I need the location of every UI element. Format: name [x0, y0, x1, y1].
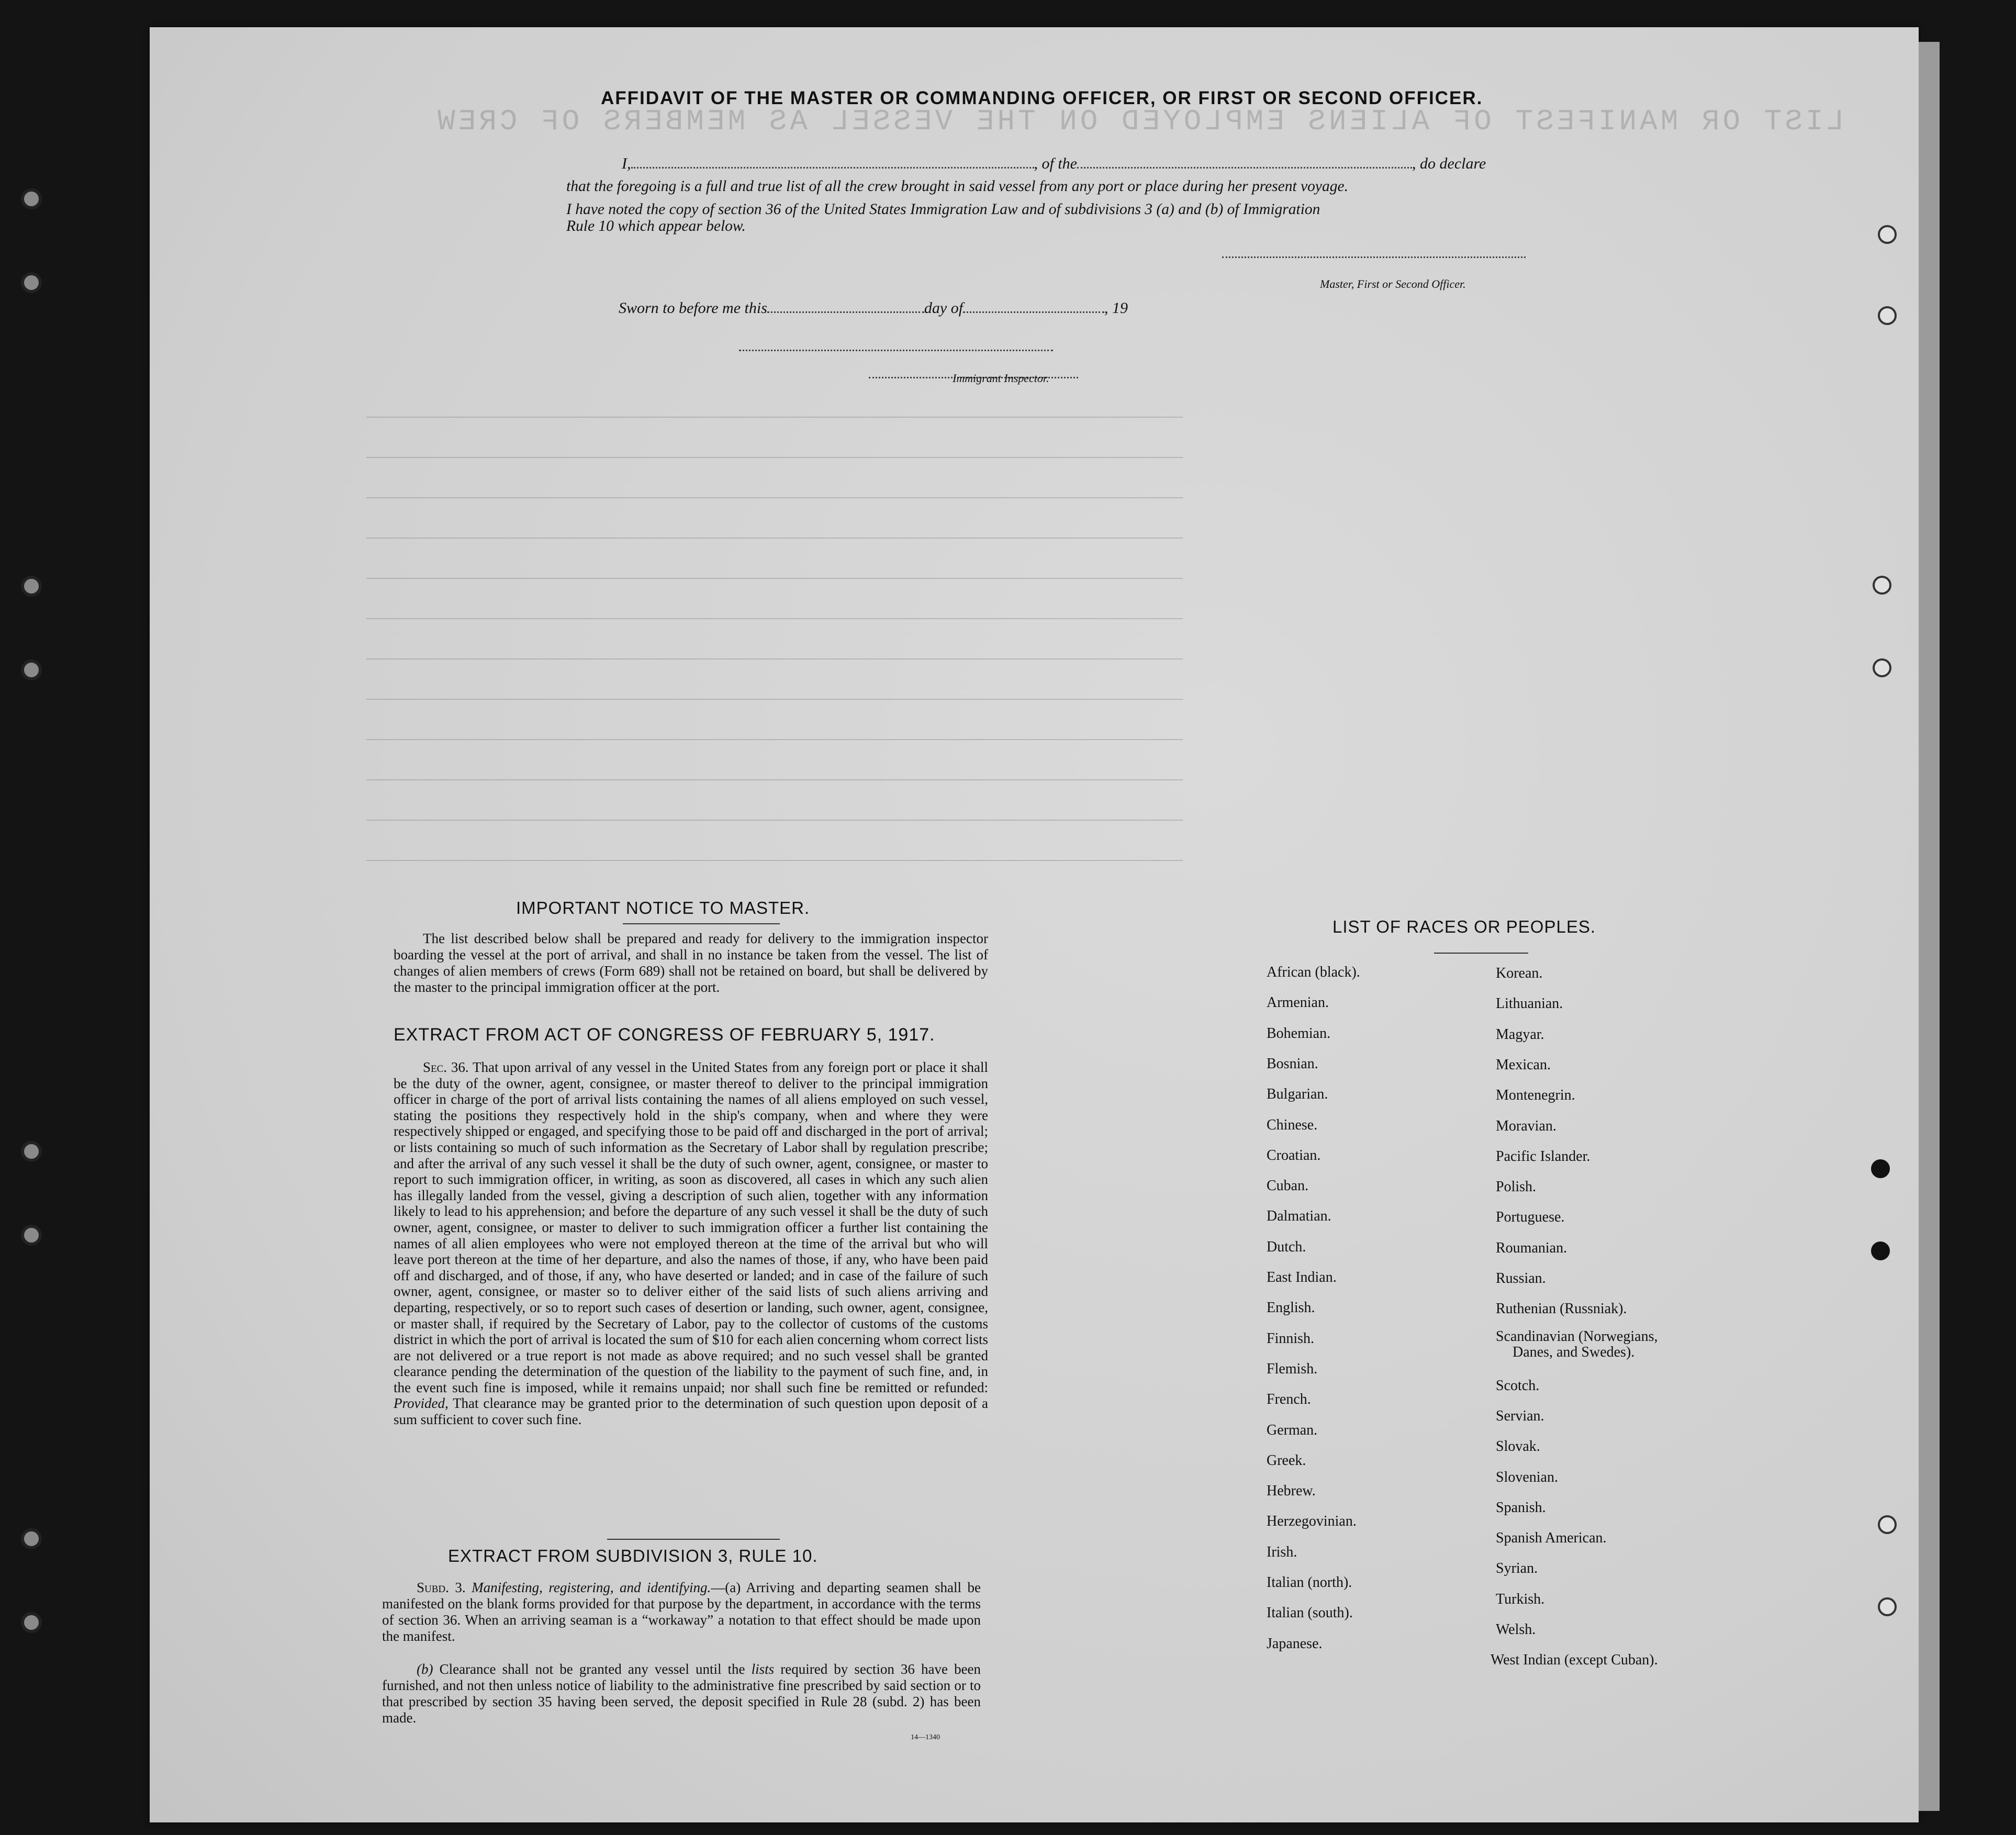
race-item: Mexican. [1496, 1056, 1551, 1073]
page-edge-shadow [1919, 42, 1940, 1811]
rule-para-b-1: Clearance shall not be granted any vessel until the [439, 1661, 745, 1677]
master-signature-field[interactable] [1222, 256, 1526, 258]
affidavit-do-declare: , do declare [1412, 155, 1486, 172]
act-text [394, 1059, 988, 1428]
race-item: Dutch. [1267, 1238, 1306, 1255]
race-item: Chinese. [1267, 1116, 1318, 1133]
race-item: Danes, and Swedes). [1513, 1344, 1635, 1360]
punch-hole [1873, 576, 1891, 595]
rule-title: EXTRACT FROM SUBDIVISION 3, RULE 10. [448, 1546, 818, 1565]
race-item: Bosnian. [1267, 1055, 1318, 1072]
binder-hole [21, 1225, 42, 1246]
punch-hole [1871, 1159, 1890, 1178]
binder-hole [21, 188, 42, 209]
race-item: Ruthenian (Russniak). [1496, 1301, 1627, 1317]
race-item: Croatian. [1267, 1147, 1321, 1163]
race-item: Japanese. [1267, 1635, 1323, 1652]
notice-text: The list described below shall be prepared and ready for delivery to the immigration inspector boarding the vessel at the port of arrival, and shall in no instance be taken from the vessel. The list of changes of alien members of crews (Form 689) shall not be retained on board, but shall be delivered by the master to the principal immigration officer at the port. [394, 931, 988, 995]
race-item: Lithuanian. [1496, 995, 1563, 1012]
punch-hole [1878, 1597, 1897, 1616]
race-item: Spanish. [1496, 1499, 1546, 1516]
race-item: Syrian. [1496, 1560, 1538, 1577]
race-item: Turkish. [1496, 1591, 1545, 1607]
affidavit-line-4: Rule 10 which appear below. [566, 218, 746, 234]
race-item: English. [1267, 1300, 1315, 1316]
rule-para-b-2: required by section 36 have been furnished, and not then unless notice of liability to the administrative fine prescribed by said section or to that prescribed by section 35 having been served, the deposit specified in Rule 28 (subd. 2) has been made. [382, 1661, 981, 1726]
race-item: Spanish American. [1496, 1530, 1607, 1547]
affidavit-i: I, [622, 155, 631, 172]
binder-hole [21, 1528, 42, 1549]
race-item: Italian (north). [1267, 1574, 1352, 1591]
act-body: That upon arrival of any vessel in the United States from any foreign port or place it shall be the duty of the owner, agent, consignee, or master thereof to deliver to the principal immigration officer in charge of the port of arrival lists containing the names of all aliens employed on such vessel, stating the positions they respectively hold in the ship's company, when and where they were respectively shipped or engaged, and specifying those to be paid off and discharged in the port of arrival; or lists containing so much of such information as the Secretary of Labor shall by regulation prescribe; and after the arrival of any such vessel it shall be the duty of such owner, agent, consignee, or master to report to such immigration officer, in writing, as soon as discovered, all cases in which any such alien has illegally landed from the vessel, giving a description of such alien, together with any information likely to lead to his apprehension; and before the departure of any such vessel it shall be the duty of such owner, agent, consignee, or master to deliver to such immigration officer a further list containing the names of all alien employees who were not employed thereon at the time of the arrival but who will leave port thereon at the time of her departure, and also the names of those, if any, who have been paid off and discharged, and of those, if any, who have deserted or landed; and in case of the failure of such owner, agent, consignee, or master so to deliver either of the said lists of such aliens arriving and departing, respectively, or so to report such cases of desertion or landing, such owner, agent, consignee, or master shall, if required by the Secretary of Labor, pay to the collector of customs of the customs district in which the port of arrival is located the sum of $10 for each alien concerning whom correct lists are not delivered or a true report is not made as above required; and no such vessel shall be granted clearance pending the determination of the question of the liability to the payment of such fine, and, in the event such fine is imposed, while it remains unpaid; nor shall such fine be remitted or refunded: [394, 1059, 988, 1395]
punch-hole [1878, 225, 1897, 244]
act-rule [607, 1539, 780, 1540]
act-provided: Provided, [394, 1395, 449, 1412]
race-item: Roumanian. [1496, 1239, 1567, 1256]
race-item: Moravian. [1496, 1117, 1556, 1134]
race-item: Welsh. [1496, 1621, 1536, 1638]
binder-hole [21, 272, 42, 293]
race-item: Scotch. [1496, 1377, 1540, 1394]
notice-title: IMPORTANT NOTICE TO MASTER. [516, 898, 810, 917]
manifest-page [150, 27, 1919, 1822]
race-item: Armenian. [1267, 994, 1329, 1011]
race-item: Servian. [1496, 1407, 1544, 1424]
punch-hole [1878, 1515, 1897, 1534]
race-item: Irish. [1267, 1543, 1297, 1560]
affidavit-title: AFFIDAVIT OF THE MASTER OR COMMANDING OFFICER, OR FIRST OR SECOND OFFICER. [601, 88, 1483, 108]
race-item: Montenegrin. [1496, 1087, 1575, 1104]
race-item: Bohemian. [1267, 1025, 1331, 1042]
race-item: Korean. [1496, 965, 1543, 981]
year-text: , 19 [1104, 299, 1128, 317]
act-body-end: That clearance may be granted prior to the determination of such question upon deposit of a sum sufficient to cover such fine. [394, 1395, 989, 1428]
race-item: Slovenian. [1496, 1469, 1558, 1485]
sworn-month-field[interactable] [963, 311, 1104, 313]
binder-hole [21, 1141, 42, 1162]
race-item: French. [1267, 1391, 1311, 1408]
punch-hole [1878, 306, 1897, 325]
rule-para-b-lists: lists [751, 1661, 775, 1677]
rule-para-a-text: —(a) Arriving and departing seamen shall be manifested on the blank forms provided for that purpose by the department, in accordance with the terms of section 36. When an arriving seaman is a “workaway” a notation to that effect should be made upon the manifest. [382, 1580, 981, 1644]
races-rule [1434, 953, 1528, 954]
race-item: Polish. [1496, 1179, 1537, 1195]
punch-hole [1873, 658, 1891, 677]
race-item: Finnish. [1267, 1330, 1315, 1347]
affidavit-line-2: that the foregoing is a full and true list of all the crew brought in said vessel from any port or place during her present voyage. [566, 178, 1348, 195]
race-item: Greek. [1267, 1452, 1306, 1469]
binder-hole [21, 1612, 42, 1633]
race-item: Flemish. [1267, 1360, 1318, 1377]
rule-para-b [382, 1661, 981, 1726]
bleed-through-rows: ──────────────────────────────────────────────────────────────────────────────────────────────────── ──────────────────────────────────────────────────────────────────────────────────────────────────── ──────────────────────────────────────────────────────────────────────────────────────────────────── ──────────────────────────────────────────────────────────────────────────────────────────────────── ──────────────────────────────────────────────────────────────────────────────────────────────────── ──────────────────────────────────────────────────────────────────────────────────────────────────── ──────────────────────────────────────────────────────────────────────────────────────────────────── ──────────────────────────────────────────────────────────────────────────────────────────────────── ──────────────────────────────────────────────────────────────────────────────────────────────────── ──────────────────────────────────────────────────────────────────────────────────────────────────── ──────────────────────────────────────────────────────────────────────────────────────────────────── ──────────────────────────────────────────────────────────────────────────────────────────────────── [366, 410, 1183, 869]
act-sec-label: Sec. 36. [423, 1059, 469, 1075]
race-item: Italian (south). [1267, 1605, 1353, 1621]
notice-rule [623, 923, 780, 924]
form-number: 14—1340 [911, 1733, 940, 1741]
race-item: Dalmatian. [1267, 1208, 1331, 1225]
master-signature-caption: Master, First or Second Officer. [1320, 277, 1466, 290]
race-item: Cuban. [1267, 1178, 1309, 1194]
sworn-line [619, 299, 1128, 317]
race-item: Magyar. [1496, 1026, 1544, 1043]
race-item: Herzegovinian. [1267, 1513, 1357, 1530]
race-item: West Indian (except Cuban). [1491, 1652, 1658, 1669]
races-title: LIST OF RACES OR PEOPLES. [1332, 917, 1596, 936]
race-item: Scandinavian (Norwegians, [1496, 1328, 1658, 1345]
inspector-caption: Immigrant Inspector. [953, 372, 1049, 385]
race-item: East Indian. [1267, 1269, 1337, 1285]
race-item: Slovak. [1496, 1438, 1540, 1455]
affidavit-line-3: I have noted the copy of section 36 of the United States Immigration Law and of subdivisions 3 (a) and (b) of Immigration [566, 201, 1320, 218]
bleed-through-header: LIST OR MANIFEST OF ALIENS EMPLOYED ON THE VESSEL AS MEMBERS OF CREW [434, 105, 1844, 138]
affidavit-line-1 [622, 155, 1486, 173]
race-item: Hebrew. [1267, 1483, 1316, 1500]
rule-subd-label: Subd. 3. [417, 1580, 466, 1595]
race-item: German. [1267, 1422, 1318, 1438]
race-item: Portuguese. [1496, 1209, 1565, 1226]
race-item: Pacific Islander. [1496, 1148, 1591, 1165]
vessel-name-field[interactable] [1077, 167, 1412, 169]
race-item: Bulgarian. [1267, 1086, 1328, 1103]
binder-hole [21, 659, 42, 680]
sworn-text: Sworn to before me this [619, 299, 767, 317]
rule-para-a [382, 1580, 981, 1644]
punch-hole [1871, 1241, 1890, 1260]
binder-hole [21, 576, 42, 597]
day-of-text: day of [924, 299, 964, 317]
rule-para-b-label: (b) [417, 1661, 433, 1677]
sworn-day-field[interactable] [767, 311, 924, 313]
race-item: Russian. [1496, 1270, 1546, 1286]
race-item: African (black). [1267, 964, 1360, 980]
rule-subd-heading: Manifesting, registering, and identifying. [472, 1580, 711, 1595]
master-name-field[interactable] [631, 167, 1034, 169]
affidavit-of-the: , of the [1034, 155, 1077, 172]
act-title: EXTRACT FROM ACT OF CONGRESS OF FEBRUARY 5, 1917. [394, 1025, 935, 1045]
inspector-signature-field[interactable] [739, 350, 1053, 351]
